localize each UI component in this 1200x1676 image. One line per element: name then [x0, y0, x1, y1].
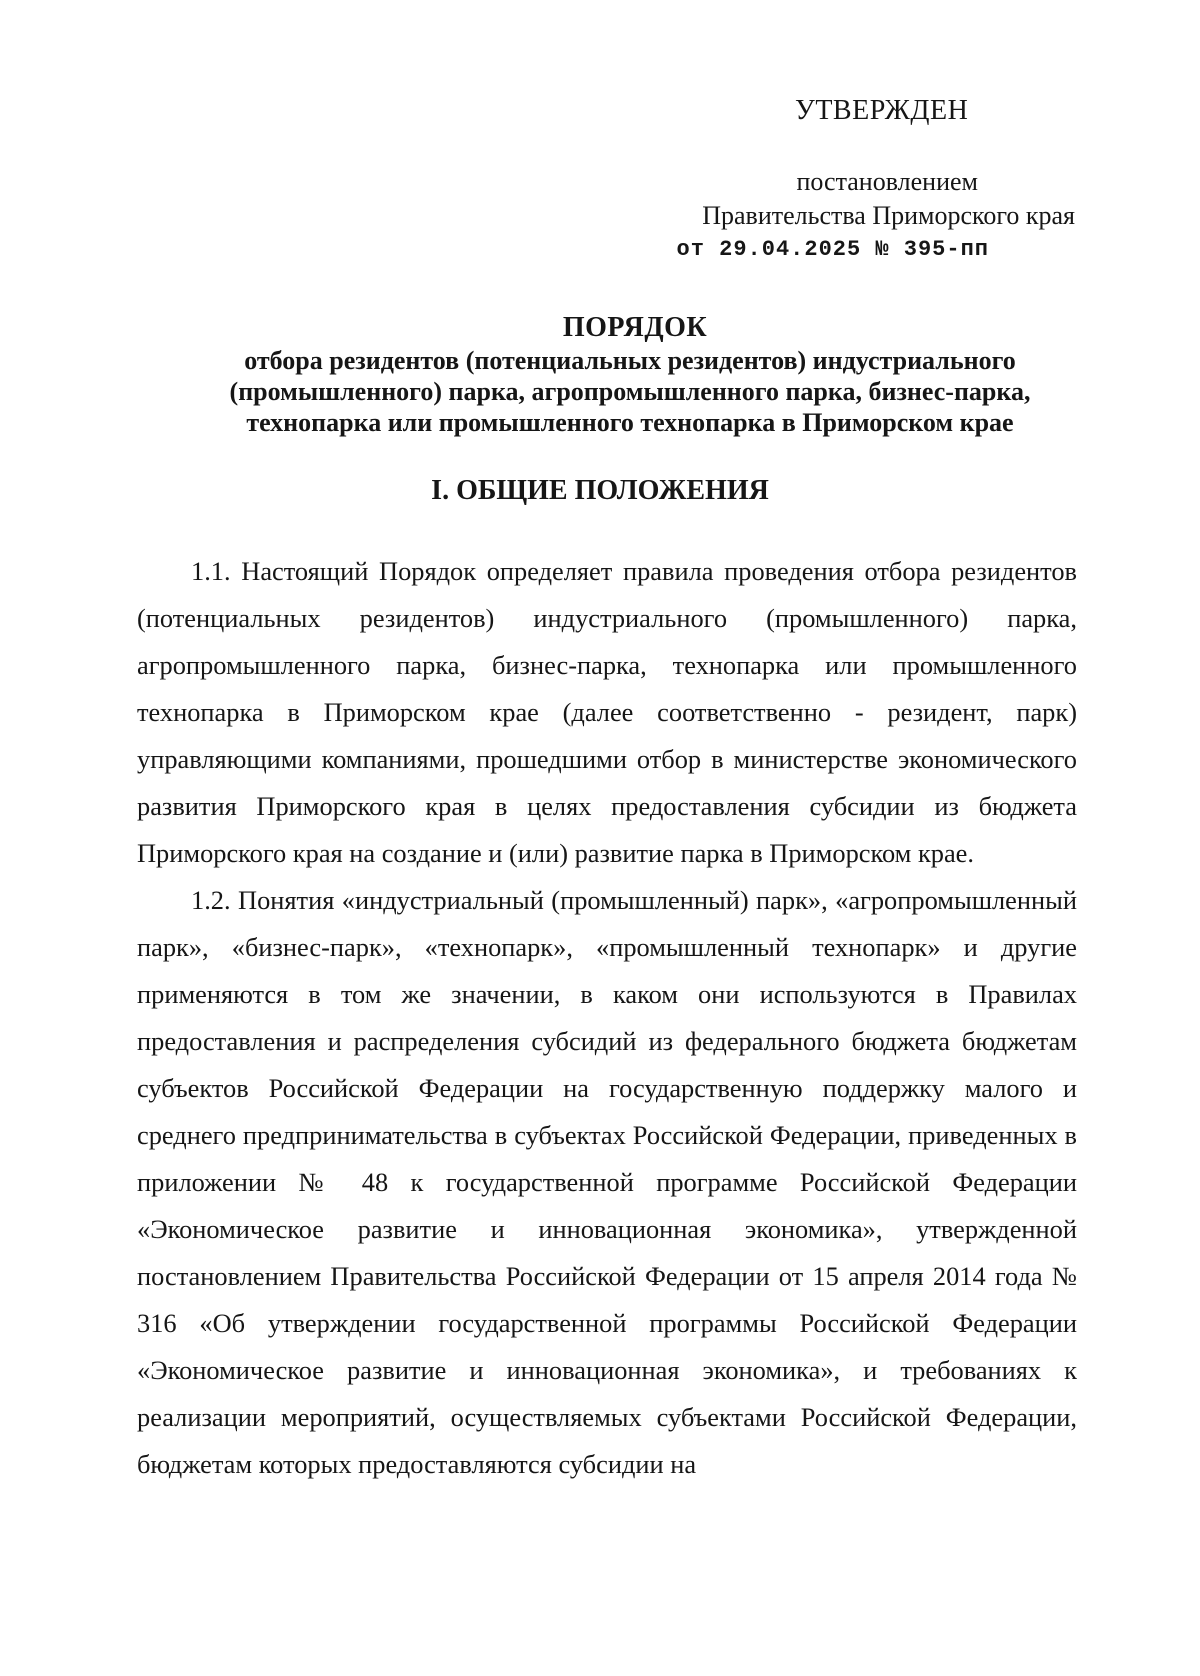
- subtitle-line: (промышленного) парка, агропромышленного парка, бизнес-парка,: [229, 377, 1031, 406]
- approval-line-decree-type: постановлением: [796, 167, 978, 196]
- section-heading: I. ОБЩИЕ ПОЛОЖЕНИЯ: [431, 475, 769, 506]
- subtitle-line: отбора резидентов (потенциальных резидентов) индустриального: [244, 346, 1016, 375]
- approval-line-authority: Правительства Приморского края: [702, 201, 1075, 230]
- paragraph-1-2: 1.2. Понятия «индустриальный (промышленный) парк», «агропромышленный парк», «бизнес-парк», «технопарк», «промышленный технопарк» и другие применяются в том же значении, в каком они используются в Правилах предоставления и распределения субсидий из федерального бюджета бюджетам субъектов Российской Федерации на государственную поддержку малого и среднего предпринимательства в субъектах Российской Федерации, приведенных в приложении № 48 к государственной программе Российской Федерации «Экономическое развитие и инновационная экономика», утвержденной постановлением Правительства Российской Федерации от 15 апреля 2014 года № 316 «Об утверждении государственной программы Российской Федерации «Экономическое развитие и инновационная экономика», и требованиях к реализации мероприятий, осуществляемых субъектами Российской Федерации, бюджетам которых предоставляются субсидии на: [137, 885, 1077, 1479]
- document-body: [137, 548, 1077, 1488]
- paragraph-1-1: 1.1. Настоящий Порядок определяет правила проведения отбора резидентов (потенциальных резидентов) индустриального (промышленного) парка, агропромышленного парка, бизнес-парка, технопарка или промышленного технопарка в Приморском крае (далее соответственно - резидент, парк) управляющими компаниями, прошедшими отбор в министерстве экономического развития Приморского края в целях предоставления субсидии из бюджета Приморского края на создание и (или) развитие парка в Приморском крае.: [137, 556, 1077, 868]
- document-title: ПОРЯДОК: [562, 312, 708, 343]
- subtitle-line: технопарка или промышленного технопарка в Приморском крае: [246, 408, 1014, 437]
- document-subtitle: [180, 345, 1080, 438]
- decree-date-number: от 29.04.2025 № 395-пп: [676, 237, 989, 262]
- approval-block: [677, 165, 1075, 267]
- approval-stamp-heading: УТВЕРЖДЕН: [795, 95, 969, 126]
